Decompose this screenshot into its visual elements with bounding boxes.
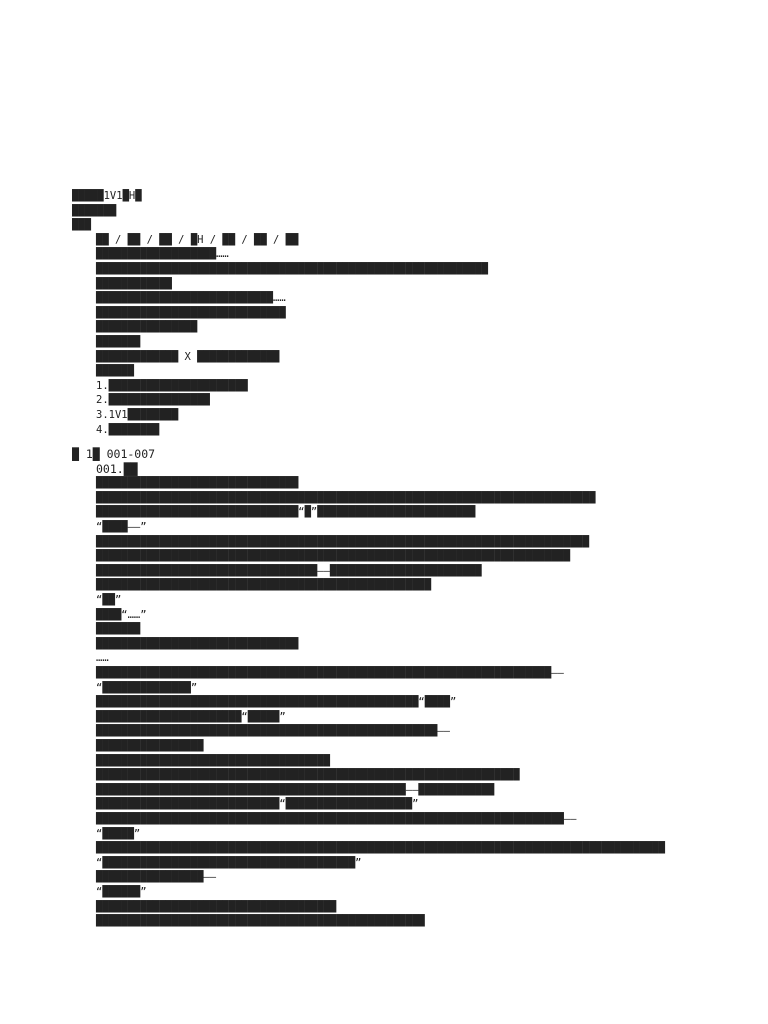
document-body bbox=[72, 189, 712, 929]
body-line: ██████████████████████████████████████████████████████████████████████████████ bbox=[96, 535, 590, 548]
body-line: █████████████████████████████████████ bbox=[96, 754, 330, 767]
body-line: ███████████████████████████████████████████████████“████” bbox=[96, 696, 457, 709]
body-line: ███████████████████████“█████” bbox=[96, 710, 286, 723]
body-line: ████████████████████████████████████████████████████████████████████████—— bbox=[96, 667, 564, 679]
body-line: █████████████████████████████“████████████████████” bbox=[96, 798, 419, 811]
intro-line: ████████████████████████████…… bbox=[96, 292, 286, 305]
body-line: ██████████████████████████████████████████████████████████████████████████—— bbox=[96, 812, 577, 825]
intro-line: ████████████ bbox=[96, 277, 172, 290]
body-line: …… bbox=[96, 652, 109, 665]
body-line: ████████████████████████████████ bbox=[96, 637, 299, 650]
body-line: “████████████████████████████████████████” bbox=[96, 856, 362, 869]
body-line: ████████████████████████████████████████████████████ bbox=[96, 915, 425, 928]
intro-line: ██████████████████████████████████████████████████████████████ bbox=[96, 262, 488, 275]
body-line: “██████” bbox=[96, 885, 147, 898]
spacer bbox=[72, 437, 712, 447]
body-line: ██████████████████████████████████████████████████████—— bbox=[96, 725, 451, 738]
body-line: ████████████████████████████████ bbox=[96, 477, 299, 490]
list-item: 2.████████████████ bbox=[96, 394, 210, 407]
section-label: ███ bbox=[72, 219, 91, 232]
list-item: 4.████████ bbox=[96, 423, 160, 436]
document-subtitle: ███████ bbox=[72, 204, 117, 217]
body-line: “████——” bbox=[96, 521, 147, 534]
body-line: ███████████████████████████████████████████████████████████████████ bbox=[96, 769, 520, 782]
chapter-heading: █ 1█ 001-007 bbox=[72, 447, 156, 462]
body-line: ███████████████████████████████████████████████████████████████████████████████ bbox=[96, 491, 596, 504]
list-item: 3.1V1████████ bbox=[96, 408, 179, 421]
intro-line: ████████████████ bbox=[96, 321, 198, 334]
body-line: “█████” bbox=[96, 827, 141, 840]
intro-line: ██████ bbox=[96, 365, 134, 378]
intro-line: █████████████ X █████████████ bbox=[96, 350, 280, 363]
body-line: ██████████████████████████████████████ bbox=[96, 900, 337, 913]
body-line: “██” bbox=[96, 594, 122, 607]
chapter-subheading: 001.██ bbox=[96, 461, 138, 476]
body-line: ████“……” bbox=[96, 608, 147, 621]
body-line: ███████ bbox=[96, 623, 141, 636]
document-title: █████1V1█H█ bbox=[72, 190, 142, 202]
intro-line: ██████████████████████████████ bbox=[96, 306, 286, 319]
body-line: ████████████████████████████████“█”█████████████████████████ bbox=[96, 506, 476, 519]
body-line: ███████████████████████████████████——████████████████████████ bbox=[96, 564, 482, 577]
body-line: “██████████████” bbox=[96, 681, 198, 694]
list-item: 1.██████████████████████ bbox=[96, 379, 248, 392]
body-line: █████████████████—— bbox=[96, 871, 217, 884]
body-line: █████████████████ bbox=[96, 739, 204, 752]
body-line: ███████████████████████████████████████████████████████████████████████████ bbox=[96, 550, 571, 563]
tag-list: ██ / ██ / ██ / █H / ██ / ██ / ██ bbox=[96, 233, 299, 246]
intro-line: ███████ bbox=[96, 335, 141, 348]
intro-line: ███████████████████…… bbox=[96, 248, 229, 261]
body-line: █████████████████████████████████████████████████████ bbox=[96, 579, 432, 592]
body-line: ██████████████████████████████████████████████████████████████████████████████████████████ bbox=[96, 842, 665, 855]
body-line: █████████████████████████████████████████████████——████████████ bbox=[96, 783, 495, 796]
